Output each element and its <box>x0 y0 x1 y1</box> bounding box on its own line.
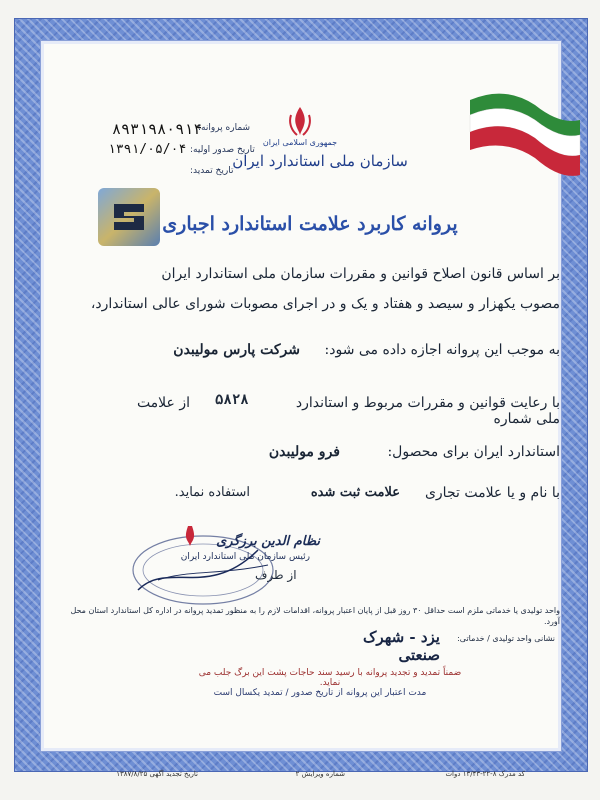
license-number: ۸۹۳۱۹۸۰۹۱۴ <box>112 120 203 138</box>
issue-date-label: تاریخ صدور اولیه: <box>190 145 255 155</box>
brand-prefix: با نام و یا علامت تجاری <box>424 485 560 501</box>
footer-middle: شماره ویرایش ۲ <box>295 770 345 778</box>
license-number-label: شماره پروانه: <box>198 123 251 133</box>
note-1: ضمناً تمدید و تجدید پروانه با رسید سند حاجات پشت این برگ جلب می نماید. <box>198 668 462 688</box>
footer-left: تاریخ تجدید آگهی ۱۳۸۷/۸/۲۵ <box>116 770 198 778</box>
standard-suffix: از علامت <box>136 395 190 411</box>
contact-label: نشانی واحد تولیدی / خدماتی: <box>457 634 555 643</box>
standard-prefix: با رعایت قوانین و مقررات مربوط و استاندارد ملی شماره <box>295 395 560 427</box>
issue-date: ۱۳۹۱/۰۵/۰۴ <box>108 142 187 157</box>
permit-prefix: به موجب این پروانه اجازه داده می شود: <box>324 342 560 358</box>
certificate-title: پروانه کاربرد علامت استاندارد اجباری <box>162 213 458 235</box>
signatory-name: نظام الدین برزگری <box>216 534 320 549</box>
from-label: از طرف <box>255 568 297 582</box>
brand-value: علامت ثبت شده <box>310 485 400 500</box>
company-name: شرکت پارس مولیبدن <box>173 342 300 358</box>
fine-print: واحد تولیدی یا خدماتی ملزم است حداقل ۳۰ روز قبل از پایان اعتبار پروانه، اقدامات لازم را به منظور تمدید پروانه در اداره کل استاندارد استان محل آورد. <box>70 606 560 626</box>
standard-logo-icon <box>96 186 162 248</box>
footer-right: کد مدرک ۸-۲۲-۱۳/۴۳ دوات <box>445 770 525 778</box>
emblem-caption: جمهوری اسلامی ایران <box>262 138 338 147</box>
body-line-1: بر اساس قانون اصلاح قوانین و مقررات سازمان ملی استاندارد ایران <box>161 266 560 282</box>
note-2: مدت اعتبار این پروانه از تاریخ صدور / تمدید یکسال است <box>213 688 427 698</box>
body-line-2: مصوب یکهزار و سیصد و هفتاد و یک و در اجرای مصوبات شورای عالی استاندارد، <box>90 296 560 312</box>
organization-name: سازمان ملی استاندارد ایران <box>232 152 408 170</box>
standard-number: ۵۸۲۸ <box>215 392 249 408</box>
product-name: فرو مولیبدن <box>268 444 340 460</box>
iran-emblem-icon <box>285 105 315 139</box>
product-prefix: استاندارد ایران برای محصول: <box>387 444 560 460</box>
iran-flag-ribbon <box>465 80 585 190</box>
contact-value: یزد - شهرک صنعتی <box>363 628 440 664</box>
use-suffix: استفاده نماید. <box>174 485 250 500</box>
renewal-date-label: تاریخ تمدید: <box>190 166 234 176</box>
signatory-title: رئیس سازمان ملی استاندارد ایران <box>180 552 310 562</box>
